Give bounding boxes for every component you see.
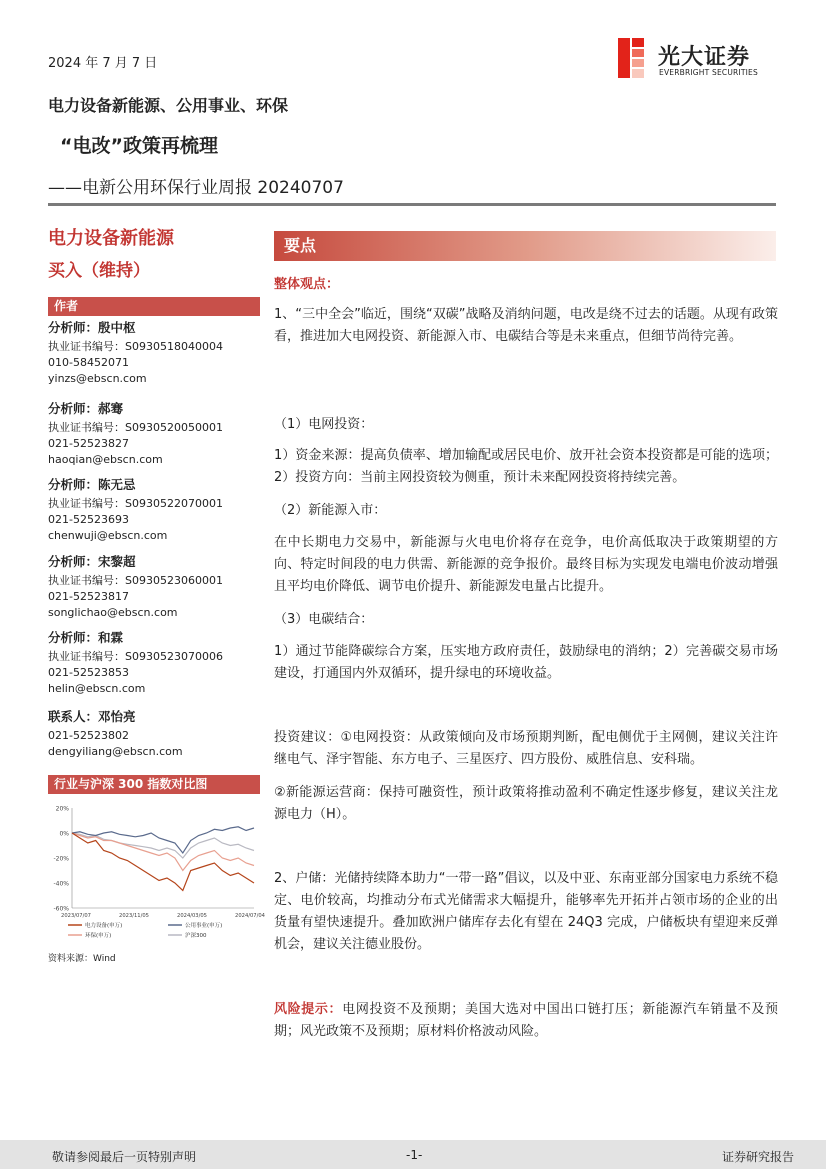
section-new-energy: （2）新能源入市： (274, 503, 387, 518)
analyst-email[interactable]: chenwuji@ebscn.com (48, 529, 168, 542)
industry-label: 电力设备新能源 (48, 228, 174, 249)
analyst-phone: 021-52523827 (48, 437, 129, 450)
analyst-phone: 021-52523693 (48, 513, 129, 526)
analyst-name: 分析师：陈无忌 (48, 477, 136, 492)
paragraph-6: ②新能源运营商：保持可融资性，预计政策将推动盈利不确定性逐步修复，建议关注龙源电力（H）。 (274, 785, 778, 822)
authors-bar: 作者 (48, 297, 260, 316)
x-tick-label: 2023/11/05 (119, 913, 149, 919)
risk-text: 电网投资不及预期；美国大选对中国出口链打压；新能源汽车销量不及预期；风光政策不及预期；原材料价格波动风险。 (274, 1002, 778, 1039)
paragraph-3: 在中长期电力交易中，新能源与火电电价将存在竞争，电价高低取决于政策期望的方向、特定时间段的电力供需、新能源的竞争报价。最终目标为实现发电端电价波动增强且平均电价降低、调节电价提升、新能源发电量占比提升。 (274, 535, 778, 594)
analyst-phone: 021-52523817 (48, 590, 129, 603)
logo-text-en: EVERBRIGHT SECURITIES (659, 68, 758, 77)
legend-label: 公用事业(申万) (185, 923, 223, 929)
analyst-block (48, 401, 260, 468)
analyst-cert: 执业证书编号：S0930522070001 (48, 497, 223, 510)
sector-heading: 电力设备新能源、公用事业、环保 (48, 96, 289, 115)
analyst-name: 分析师：和霖 (48, 630, 124, 645)
analyst-email[interactable]: helin@ebscn.com (48, 682, 146, 695)
y-tick-label: -40% (53, 880, 69, 888)
header-divider (48, 203, 776, 206)
analyst-email[interactable]: yinzs@ebscn.com (48, 372, 147, 385)
section-grid-investment: （1）电网投资： (274, 417, 374, 432)
legend-label: 沪深300 (185, 933, 207, 939)
footer-disclaimer: 敬请参阅最后一页特别声明 (52, 1150, 197, 1164)
x-tick-label: 2024/03/05 (177, 913, 207, 919)
contact-block (48, 709, 260, 760)
contact-email[interactable]: dengyiliang@ebscn.com (48, 745, 183, 758)
analyst-cert: 执业证书编号：S0930520050001 (48, 421, 223, 434)
analyst-phone: 010-58452071 (48, 356, 129, 369)
analyst-name: 分析师：殷中枢 (48, 320, 136, 335)
footer (0, 1140, 826, 1169)
paragraph-2: 1）资金来源：提高负债率、增加输配或居民电价、放开社会资本投资都是可能的选项；2）投资方向：当前主网投资较为侧重，预计未来配网投资将持续完善。 (274, 448, 778, 485)
legend-label: 环保(申万) (85, 933, 112, 939)
analyst-name: 分析师：郝骞 (48, 401, 124, 416)
report-date: 2024 年 7 月 7 日 (48, 56, 158, 71)
y-tick-label: 0% (59, 830, 69, 838)
report-subtitle: ——电新公用环保行业周报 20240707 (48, 178, 344, 198)
chart-canvas (48, 800, 265, 950)
keypoints-header: 要点 (274, 231, 776, 261)
y-tick-label: -20% (53, 855, 69, 863)
analyst-email[interactable]: songlichao@ebscn.com (48, 606, 178, 619)
footer-doc-type: 证券研究报告 (722, 1150, 795, 1164)
risk-warning (274, 999, 778, 1043)
analyst-cert: 执业证书编号：S0930523070006 (48, 650, 223, 663)
paragraph-7: 2、户储：光储持续降本助力“一带一路”倡议，以及中亚、东南亚部分国家电力系统不稳定、电价较高，均推动分布式光储需求大幅提升，能够率先开拓并占领市场的企业的出货量有望快速提升。叠加欧洲户储库存去化有望在 24Q3 完成，户储板块有望迎来反弹机会，建议关注德业股份。 (274, 871, 778, 952)
series-line (72, 833, 254, 891)
analyst-cert: 执业证书编号：S0930518040004 (48, 340, 223, 353)
x-tick-label: 2023/07/07 (61, 913, 91, 919)
y-tick-label: -60% (53, 905, 69, 913)
analyst-block (48, 630, 260, 697)
paragraph-4: 1）通过节能降碳综合方案，压实地方政府责任，鼓励绿电的消纳；2）完善碳交易市场建设，打通国内外双循环，提升绿电的环境收益。 (274, 644, 778, 681)
logo-mark-icon (618, 38, 644, 78)
y-tick-label: 20% (55, 805, 69, 813)
contact-phone: 021-52523802 (48, 729, 129, 742)
page-number: -1- (406, 1148, 423, 1162)
contact-name: 联系人：邓怡亮 (48, 709, 136, 724)
chart-label-bar: 行业与沪深 300 指数对比图 (48, 775, 260, 794)
analyst-email[interactable]: haoqian@ebscn.com (48, 453, 163, 466)
company-logo (618, 38, 778, 82)
index-comparison-chart (48, 800, 265, 970)
risk-label: 风险提示： (274, 1002, 343, 1017)
analyst-cert: 执业证书编号：S0930523060001 (48, 574, 223, 587)
logo-text-cn: 光大证券 (658, 45, 751, 70)
x-tick-label: 2024/07/04 (235, 913, 265, 919)
legend-label: 电力设备(申万) (85, 923, 123, 929)
analyst-block (48, 477, 260, 544)
rating-label: 买入（维持） (48, 261, 150, 281)
analyst-block (48, 554, 260, 621)
analyst-phone: 021-52523853 (48, 666, 129, 679)
chart-source: 资料来源：Wind (48, 954, 116, 964)
overall-view-heading: 整体观点： (274, 277, 340, 292)
analyst-name: 分析师：宋黎超 (48, 554, 136, 569)
analyst-block (48, 320, 260, 387)
section-power-carbon: （3）电碳结合： (274, 612, 374, 627)
report-title: “电改”政策再梳理 (60, 135, 218, 157)
paragraph-1: 1、“三中全会”临近，围绕“双碳”战略及消纳问题，电改是绕不过去的话题。从现有政策看，推进加大电网投资、新能源入市、电碳结合等是未来重点，但细节尚待完善。 (274, 307, 778, 344)
investment-advice: 投资建议：①电网投资：从政策倾向及市场预期判断，配电侧优于主网侧，建议关注许继电气、泽宇智能、东方电子、三星医疗、四方股份、威胜信息、安科瑞。 (274, 730, 778, 767)
